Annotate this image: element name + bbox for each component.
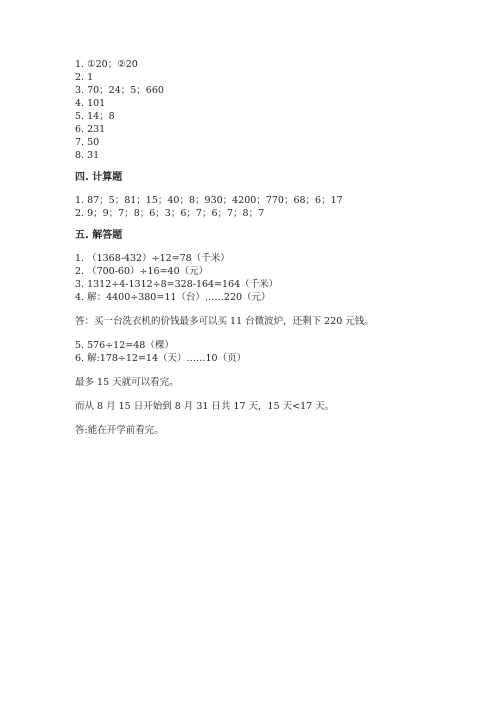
answer-line: 3. 70；24；5；660 (75, 85, 164, 96)
note-line: 最多 15 天就可以看完。 (75, 377, 179, 388)
answer-line: 2. 1 (75, 72, 94, 83)
answer-sentence: 答:能在开学前看完。 (75, 425, 164, 436)
section3-answer-list (75, 58, 435, 162)
section5-heading: 五. 解答题 (75, 230, 123, 241)
answer-line: 5. 14；8 (75, 111, 115, 122)
answer-line: 6. 231 (75, 124, 106, 135)
answer-line: 3. 1312÷4-1312÷8=328-164=164（千米） (75, 279, 279, 290)
answer-line: 1. （1368-432）÷12=78（千米） (75, 253, 230, 264)
answer-sentence: 答：买一台洗衣机的价钱最多可以买 11 台微波炉，还剩下 220 元钱。 (75, 316, 374, 327)
answer-line: 6. 解:178÷12=14（天）……10（页） (75, 353, 247, 364)
answer-line: 5. 576÷12=48（棵） (75, 340, 174, 351)
answer-line: 1. 87；5；81；15；40；8；930；4200；770；68；6；17 (75, 195, 343, 206)
note-line: 而从 8 月 15 日开始到 8 月 31 日共 17 天，15 天<17 天。 (75, 401, 335, 412)
answer-key-page (75, 58, 435, 437)
section4-heading: 四. 计算题 (75, 172, 123, 183)
answer-line: 1. ①20；②20 (75, 59, 138, 70)
answer-line: 4. 解：4400÷380=11（台）……220（元） (75, 292, 271, 303)
section5-group1 (75, 252, 435, 304)
answer-line: 4. 101 (75, 98, 106, 109)
answer-line: 7. 50 (75, 137, 100, 148)
section5-group2 (75, 339, 435, 365)
section4-answer-list (75, 194, 435, 220)
answer-line: 2. 9；9；7；8；6；3；6；7；6；7；8；7 (75, 208, 265, 219)
answer-line: 2. （700-60）÷16=40（元） (75, 266, 209, 277)
answer-line: 8. 31 (75, 150, 100, 161)
